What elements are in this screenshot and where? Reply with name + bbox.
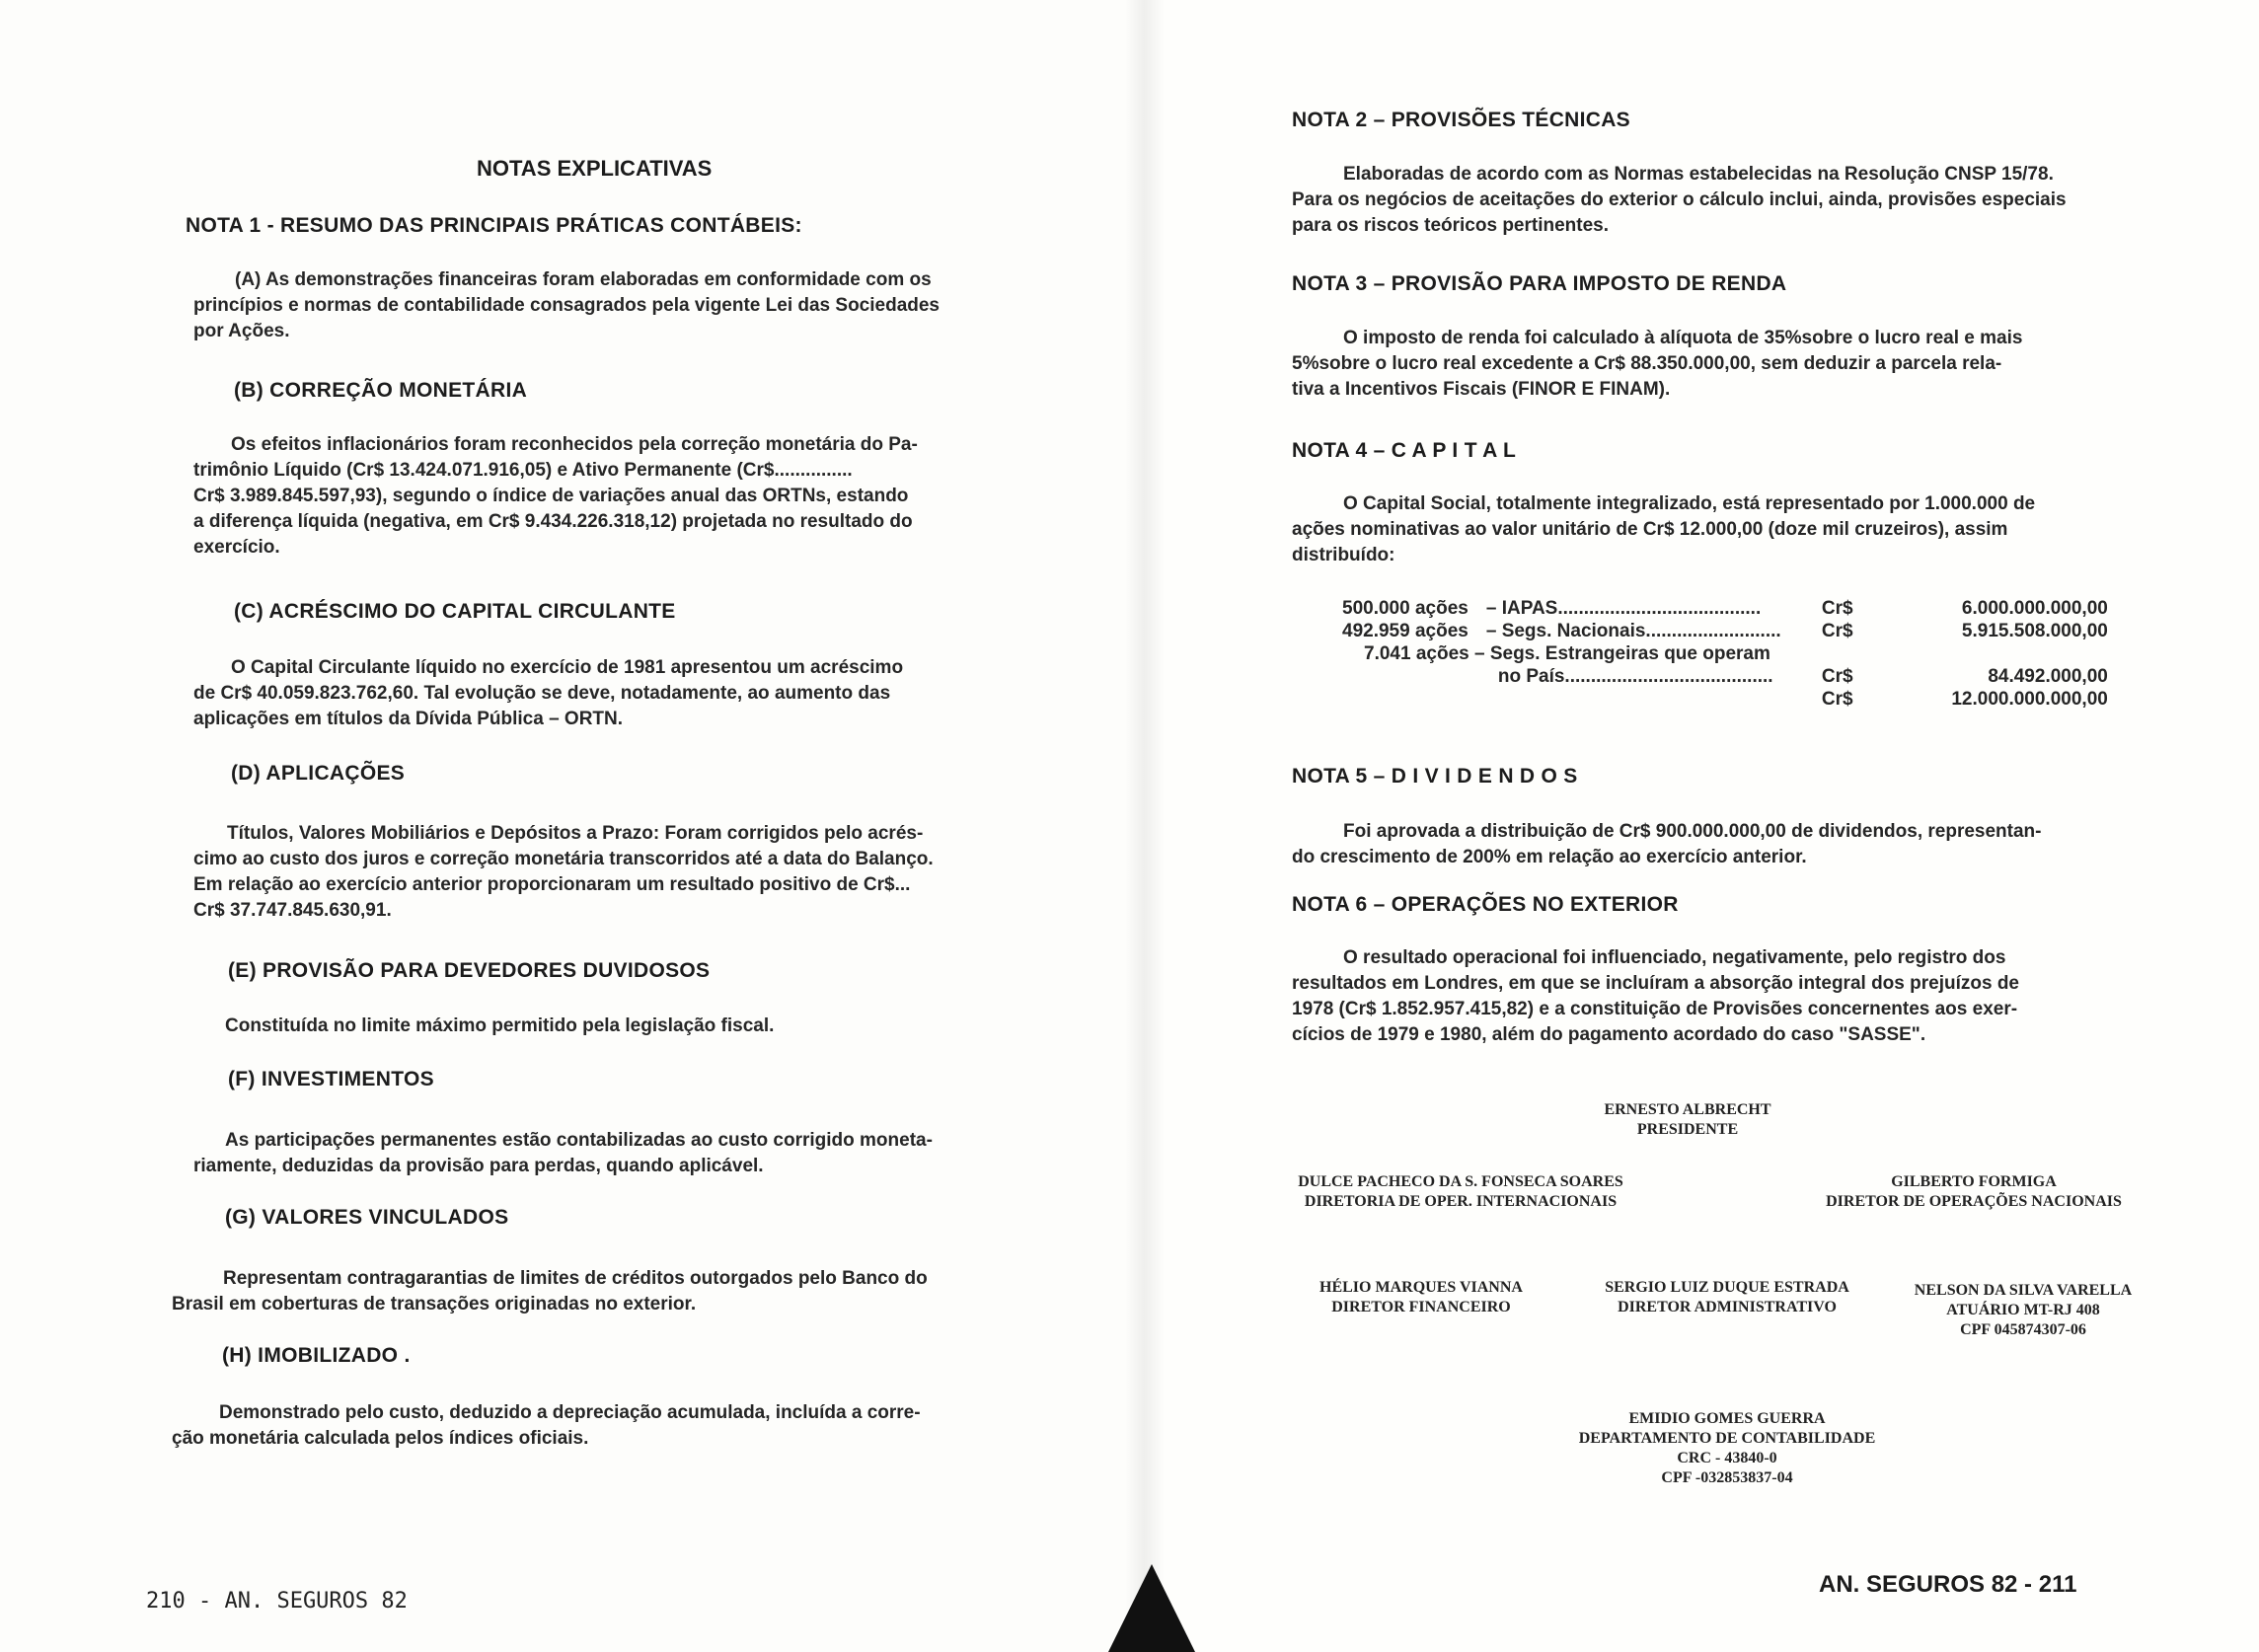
signature-gilberto: GILBERTO FORMIGA DIRETOR DE OPERAÇÕES NACIONAIS	[1826, 1173, 2122, 1210]
nota-1-b-heading: (B) CORREÇÃO MONETÁRIA	[234, 379, 528, 402]
table-row: 7.041 ações – Segs. Estrangeiras que operam	[1364, 643, 1770, 664]
nota-1-d-heading: (D) APLICAÇÕES	[231, 762, 406, 785]
table-row: Cr$ 12.000.000.000,00	[1821, 689, 2108, 710]
nota-1-heading: NOTA 1 - RESUMO DAS PRINCIPAIS PRÁTICAS CONTÁBEIS:	[186, 214, 802, 237]
signature-nelson: NELSON DA SILVA VARELLA ATUÁRIO MT-RJ 408 CPF 045874307-06	[1914, 1282, 2133, 1338]
nota-3-heading: NOTA 3 – PROVISÃO PARA IMPOSTO DE RENDA	[1292, 272, 1787, 295]
book-gutter	[1125, 0, 1165, 1652]
nota-3-paragraph: O imposto de renda foi calculado à alíquota de 35%sobre o lucro real e mais 5%sobre o lucro real excedente a Cr$ 88.350.000,00, sem deduzir a parcela rela- tiva a Incentivos Fiscais (FINOR E FINAM).	[1292, 328, 2023, 400]
signature-president: ERNESTO ALBRECHT PRESIDENTE	[1604, 1101, 1771, 1138]
table-row: 492.959 ações – Segs. Nacionais.......................... Cr$ 5.915.508.000,00	[1342, 621, 2108, 641]
nota-6-heading: NOTA 6 – OPERAÇÕES NO EXTERIOR	[1292, 893, 1679, 916]
nota-2-paragraph: Elaboradas de acordo com as Normas estabelecidas na Resolução CNSP 15/78. Para os negócios de aceitações do exterior o cálculo inclui, ainda, provisões especiais para os riscos teóricos pertinentes.	[1292, 164, 2067, 236]
nota-4-paragraph: O Capital Social, totalmente integralizado, está representado por 1.000.000 de ações nominativas ao valor unitário de Cr$ 12.000,00 (doze mil cruzeiros), assim distribuído:	[1292, 493, 2036, 565]
table-row: 500.000 ações – IAPAS....................................... Cr$ 6.000.000.000,00	[1342, 598, 2108, 619]
nota-1-f-heading: (F) INVESTIMENTOS	[228, 1068, 434, 1090]
nota-1-e-heading: (E) PROVISÃO PARA DEVEDORES DUVIDOSOS	[228, 959, 711, 982]
nota-1-b-paragraph: Os efeitos inflacionários foram reconhecidos pela correção monetária do Pa- trimônio Líquido (Cr$ 13.424.071.916,05) e Ativo Permanente (Cr$............... Cr$ 3.989.845.597,93), segundo o índice de variações anual das ORTNs, estando a diferença líquida (negativa, em Cr$ 9.434.226.318,12) projetada no resultado do exercício.	[193, 434, 918, 558]
nota-1-d-paragraph: Títulos, Valores Mobiliários e Depósitos a Prazo: Foram corrigidos pelo acrés- cimo ao custo dos juros e correção monetária transcorridos até a data do Balanço. Em relação ao exercício anterior proporcionaram um resultado positivo de Cr$... Cr$ 37.747.845.630,91.	[193, 823, 934, 921]
nota-1-h-paragraph: Demonstrado pelo custo, deduzido a depreciação acumulada, incluída a corre- ção monetária calculada pelos índices oficiais.	[172, 1402, 921, 1449]
nota-1-h-heading: (H) IMOBILIZADO .	[222, 1344, 411, 1367]
nota-1-a-paragraph: (A) As demonstrações financeiras foram elaboradas em conformidade com os princípios e normas de contabilidade consagrados pela vigente Lei das Sociedades por Ações.	[193, 269, 941, 341]
nota-1-g-paragraph: Representam contragarantias de limites de créditos outorgados pelo Banco do Brasil em coberturas de transações originadas no exterior.	[172, 1268, 928, 1314]
nota-5-paragraph: Foi aprovada a distribuição de Cr$ 900.000.000,00 de dividendos, representan- do crescimento de 200% em relação ao exercício anterior.	[1292, 821, 2042, 867]
signature-helio: HÉLIO MARQUES VIANNA DIRETOR FINANCEIRO	[1319, 1279, 1523, 1315]
nota-2-heading: NOTA 2 – PROVISÕES TÉCNICAS	[1292, 109, 1630, 131]
signature-emidio: EMIDIO GOMES GUERRA DEPARTAMENTO DE CONTABILIDADE CRC - 43840-0 CPF -032853837-04	[1578, 1410, 1876, 1486]
signature-sergio: SERGIO LUIZ DUQUE ESTRADA DIRETOR ADMINISTRATIVO	[1605, 1279, 1849, 1315]
document-title: NOTAS EXPLICATIVAS	[477, 156, 713, 181]
nota-1-g-heading: (G) VALORES VINCULADOS	[225, 1206, 509, 1229]
signature-dulce: DULCE PACHECO DA S. FONSECA SOARES DIRETORIA DE OPER. INTERNACIONAIS	[1298, 1173, 1623, 1210]
nota-1-c-heading: (C) ACRÉSCIMO DO CAPITAL CIRCULANTE	[234, 600, 676, 623]
nota-4-heading: NOTA 4 – C A P I T A L	[1292, 439, 1517, 462]
nota-1-c-paragraph: O Capital Circulante líquido no exercício de 1981 apresentou um acréscimo de Cr$ 40.059.823.762,60. Tal evolução se deve, notadamente, ao aumento das aplicações em títulos da Dívida Pública – ORTN.	[193, 657, 904, 729]
left-page-folio: 210 - AN. SEGUROS 82	[146, 1589, 408, 1614]
right-page-folio: AN. SEGUROS 82 - 211	[1819, 1571, 2077, 1598]
book-binding-shadow	[1108, 1564, 1195, 1652]
nota-1-e-paragraph: Constituída no limite máximo permitido pela legislação fiscal.	[225, 1015, 775, 1036]
nota-5-heading: NOTA 5 – D I V I D E N D O S	[1292, 765, 1578, 788]
capital-distribution-table	[1342, 598, 2108, 712]
table-row: no País........................................ Cr$ 84.492.000,00	[1497, 666, 2108, 687]
nota-1-f-paragraph: As participações permanentes estão contabilizadas ao custo corrigido moneta- riamente, deduzidas da provisão para perdas, quando aplicável.	[193, 1130, 933, 1176]
nota-6-paragraph: O resultado operacional foi influenciado, negativamente, pelo registro dos resultados em Londres, em que se incluíram a absorção integral dos prejuízos de 1978 (Cr$ 1.852.957.415,82) e a constituição de Provisões concernentes aos exer- cícios de 1979 e 1980, além do pagamento acordado do caso "SASSE".	[1292, 947, 2019, 1045]
